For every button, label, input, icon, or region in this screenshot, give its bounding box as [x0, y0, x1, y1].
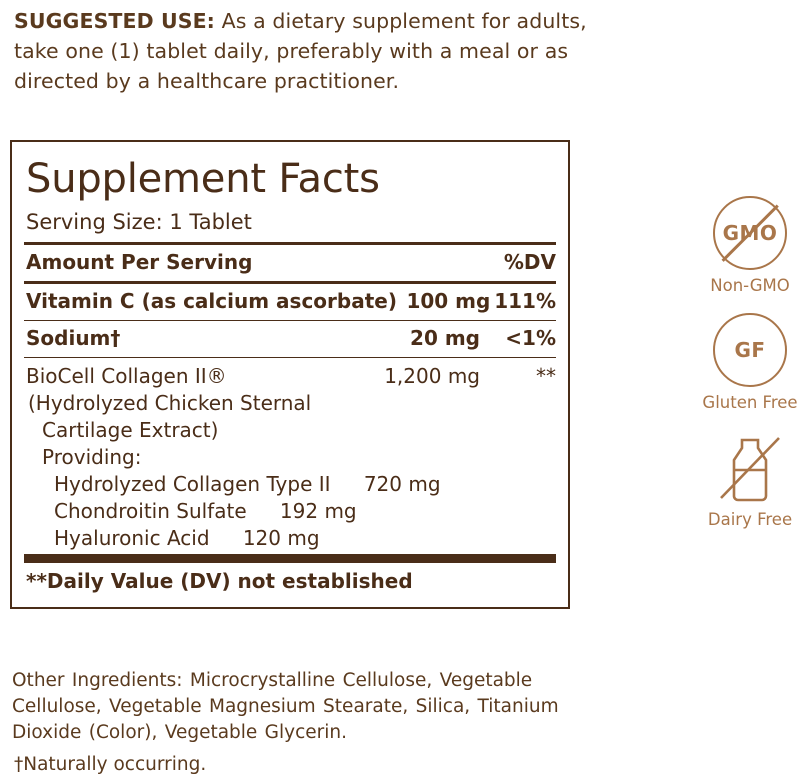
badge-caption: Dairy Free — [707, 510, 793, 529]
biocell-descriptor-line-2: Cartilage Extract) — [42, 418, 219, 442]
sub-nutrient-name: Hydrolyzed Collagen Type II — [54, 472, 331, 496]
naturally-occurring-note: †Naturally occurring. — [14, 754, 207, 775]
dv-footnote: **Daily Value (DV) not established — [26, 569, 413, 593]
biocell-main-row — [26, 363, 556, 390]
certification-badges — [690, 196, 800, 547]
dairy-free-icon — [713, 430, 787, 504]
biocell-dv: ** — [536, 364, 556, 388]
badge-caption: Non-GMO — [710, 276, 790, 295]
non-gmo-icon — [713, 196, 787, 270]
badge-gluten-free — [690, 313, 800, 412]
amount-per-serving-label: Amount Per Serving — [26, 250, 253, 274]
table-row — [24, 284, 556, 320]
supplement-facts-content — [12, 142, 568, 607]
sub-nutrient-amount: 192 mg — [279, 499, 357, 523]
divider-thick — [24, 554, 556, 563]
suggested-use-paragraph — [14, 6, 614, 96]
biocell-descriptor-line-1: (Hydrolyzed Chicken Sternal — [28, 391, 312, 415]
nutrient-dv: 111% — [494, 289, 556, 313]
dv-label: %DV — [503, 250, 556, 274]
sub-nutrient-name: Chondroitin Sulfate — [54, 499, 247, 523]
biocell-sub-row — [54, 498, 556, 525]
badge-dairy-free — [690, 430, 800, 529]
supplement-facts-panel — [10, 140, 570, 609]
serving-size: Serving Size: 1 Tablet — [26, 210, 252, 234]
biocell-sub-row — [54, 471, 556, 498]
table-row — [24, 321, 556, 357]
badge-caption: Gluten Free — [702, 393, 798, 412]
supplement-facts-title: Supplement Facts — [26, 156, 380, 202]
sub-nutrient-amount: 120 mg — [242, 526, 320, 550]
badge-non-gmo — [690, 196, 800, 295]
milk-bottle-icon — [713, 432, 787, 506]
suggested-use-text: As a dietary supplement for adults, take one (1) tablet daily, preferably with a meal or as directed by a healthcare practitioner. — [14, 9, 587, 93]
biocell-block — [24, 358, 556, 554]
nutrient-amount: 100 mg — [406, 289, 491, 313]
other-ingredients: Other Ingredients: Microcrystalline Cellulose, Vegetable Cellulose, Vegetable Magnesium Stearate, Silica, Titanium Dioxide (Color), Vegetable Glycerin. — [12, 670, 559, 743]
sub-nutrient-amount: 720 mg — [363, 472, 441, 496]
nutrient-amount: 20 mg — [410, 326, 480, 350]
table-header-row — [24, 245, 556, 281]
biocell-providing-label: Providing: — [42, 445, 142, 469]
nutrient-dv: <1% — [505, 326, 556, 350]
badge-abbr: GF — [734, 338, 766, 362]
suggested-use-label: SUGGESTED USE: — [14, 9, 215, 33]
nutrient-name: Sodium† — [26, 326, 121, 350]
biocell-sub-row — [54, 525, 556, 552]
gluten-free-icon — [713, 313, 787, 387]
biocell-name: BioCell Collagen II® — [26, 364, 227, 388]
biocell-amount: 1,200 mg — [384, 364, 480, 388]
sub-nutrient-name: Hyaluronic Acid — [54, 526, 210, 550]
badge-abbr: GMO — [722, 221, 778, 245]
nutrient-name: Vitamin C (as calcium ascorbate) — [26, 289, 397, 313]
